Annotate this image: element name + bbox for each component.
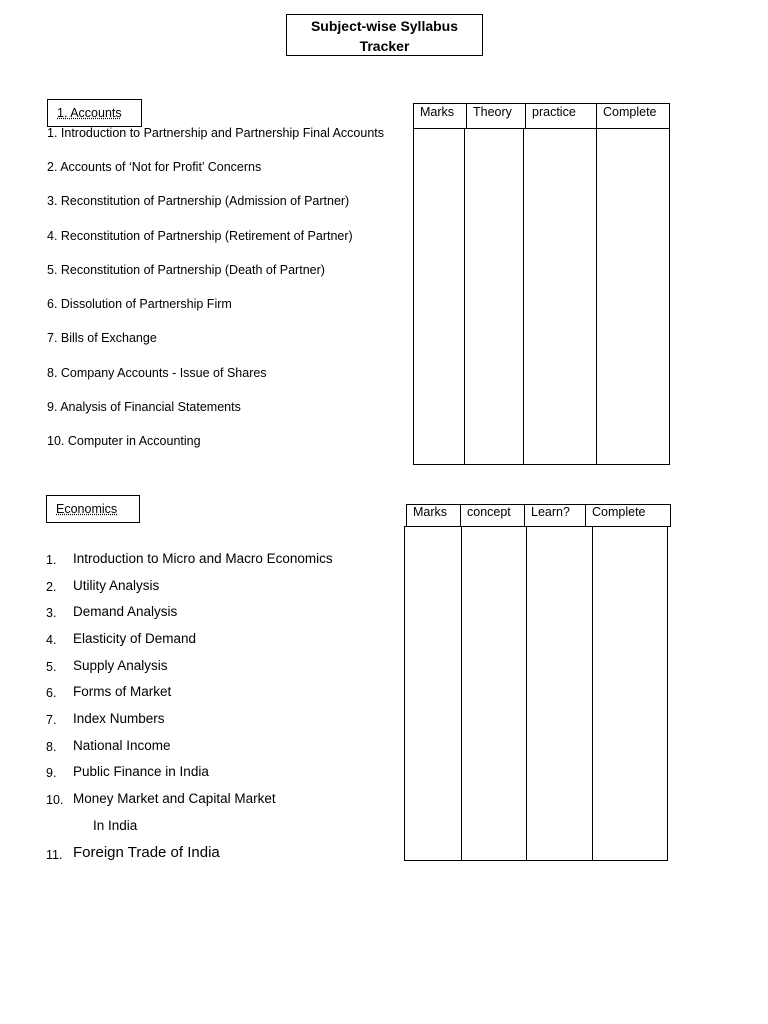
economics-item: Demand Analysis	[73, 604, 178, 619]
divider	[523, 129, 524, 464]
title-line-1: Subject-wise Syllabus	[310, 18, 459, 34]
page-title	[286, 14, 483, 56]
accounts-item: 7. Bills of Exchange	[47, 331, 157, 345]
accounts-table-header	[413, 103, 670, 129]
accounts-label-text: 1. Accounts	[57, 106, 122, 120]
divider	[526, 527, 527, 860]
economics-item: Introduction to Micro and Macro Economics	[73, 551, 333, 566]
economics-item-continuation: In India	[93, 818, 138, 833]
accounts-item: 4. Reconstitution of Partnership (Retirement of Partner)	[47, 229, 353, 243]
economics-item-number: 2.	[46, 580, 57, 594]
accounts-item: 8. Company Accounts - Issue of Shares	[47, 366, 267, 380]
economics-item: Supply Analysis	[73, 658, 168, 673]
economics-item-number: 11.	[46, 848, 63, 862]
divider	[596, 129, 597, 464]
economics-section-label	[46, 495, 140, 523]
economics-header-marks: Marks	[413, 505, 448, 519]
economics-item: Foreign Trade of India	[73, 844, 220, 861]
accounts-item: 3. Reconstitution of Partnership (Admission of Partner)	[47, 194, 350, 208]
accounts-item: 6. Dissolution of Partnership Firm	[47, 297, 232, 311]
accounts-item: 10. Computer in Accounting	[47, 434, 201, 448]
accounts-header-complete: Complete	[603, 105, 657, 119]
accounts-section-label	[47, 99, 142, 127]
economics-item: Index Numbers	[73, 711, 165, 726]
divider	[464, 129, 465, 464]
economics-header-concept: concept	[467, 505, 511, 519]
economics-item: National Income	[73, 738, 171, 753]
economics-item-number: 8.	[46, 740, 57, 754]
title-line-2: Tracker	[359, 38, 410, 54]
economics-label-text: Economics	[56, 502, 118, 516]
accounts-table-body	[413, 128, 670, 465]
economics-item: Utility Analysis	[73, 578, 160, 593]
accounts-item: 9. Analysis of Financial Statements	[47, 400, 241, 414]
economics-item: Forms of Market	[73, 684, 172, 699]
accounts-item: 1. Introduction to Partnership and Partnership Final Accounts	[47, 126, 384, 140]
divider	[592, 527, 593, 860]
economics-item: Elasticity of Demand	[73, 631, 197, 646]
economics-item: Public Finance in India	[73, 764, 209, 779]
accounts-header-theory: Theory	[473, 105, 512, 119]
economics-table-body	[404, 526, 668, 861]
economics-item-number: 4.	[46, 633, 57, 647]
economics-header-learn: Learn?	[531, 505, 570, 519]
accounts-item: 5. Reconstitution of Partnership (Death of Partner)	[47, 263, 325, 277]
economics-item-number: 6.	[46, 686, 57, 700]
economics-item-number: 9.	[46, 766, 57, 780]
divider	[461, 527, 462, 860]
economics-header-complete: Complete	[592, 505, 646, 519]
economics-item-number: 5.	[46, 660, 57, 674]
economics-item-number: 1.	[46, 553, 57, 567]
economics-item-number: 7.	[46, 713, 57, 727]
accounts-header-marks: Marks	[420, 105, 455, 119]
economics-item: Money Market and Capital Market	[73, 791, 276, 806]
economics-table-header	[406, 504, 671, 527]
economics-item-number: 10.	[46, 793, 64, 807]
accounts-item: 2. Accounts of ‘Not for Profit’ Concerns	[47, 160, 262, 174]
accounts-header-practice: practice	[532, 105, 576, 119]
economics-item-number: 3.	[46, 606, 57, 620]
